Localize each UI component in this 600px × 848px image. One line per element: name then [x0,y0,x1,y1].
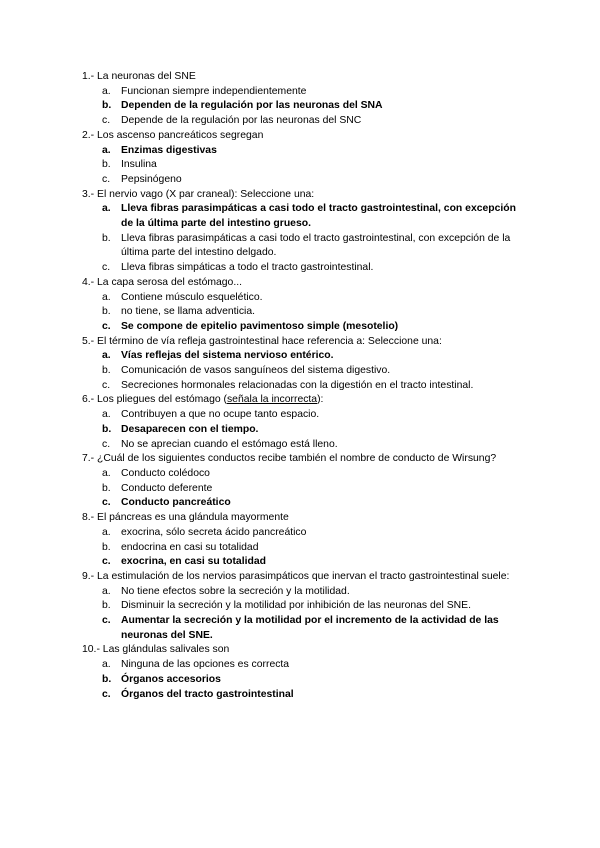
question-text: 9.- La estimulación de los nervios parasimpáticos que inervan el tracto gastrointestinal suele: [82,570,510,582]
option-text: Aumentar la secreción y la motilidad por el incremento de la actividad de las neuronas del SNE. [121,615,499,641]
option-b [88,482,518,497]
option-list [88,349,518,393]
question-text [82,393,512,408]
option-text: Lleva fibras simpáticas a todo el tracto gastrointestinal. [121,262,374,274]
option-text: Conducto deferente [121,482,213,494]
option-text: no tiene, se llama adventicia. [121,306,256,318]
option-text: No tiene efectos sobre la secreción y la motilidad. [121,585,350,597]
question-text-before: 6.- Los pliegues del estómago ( [82,394,227,406]
option-text: Enzimas digestivas [121,144,217,156]
option-letter: a. [102,659,111,671]
question-text-underlined: señala la incorrecta [226,394,318,406]
question-text: 2.- Los ascenso pancreáticos segregan [82,129,264,141]
option-list [88,85,518,129]
option-list [88,408,518,452]
option-text: Disminuir la secreción y la motilidad por inhibición de las neuronas del SNE. [121,600,471,612]
option-text: Insulina [121,159,157,171]
option-c [88,496,518,511]
option-c [88,320,518,335]
question-text: 5.- El término de vía refleja gastrointestinal hace referencia a: Seleccione una: [82,335,442,347]
option-letter: b. [102,159,111,171]
option-letter: a. [102,144,111,156]
option-letter: c. [102,379,111,391]
option-text: Contiene músculo esquelético. [121,291,263,303]
option-text: Secreciones hormonales relacionadas con la digestión en el tracto intestinal. [121,379,474,391]
question-10 [82,643,518,702]
option-letter: c. [102,262,111,274]
option-list [88,658,518,702]
option-letter: c. [102,115,111,127]
option-list [88,144,518,188]
option-c [88,379,518,394]
option-text: Vías reflejas del sistema nervioso entérico. [121,350,334,362]
question-9 [82,570,518,644]
option-letter: a. [102,526,111,538]
option-letter: b. [102,673,112,685]
question-text: 1.- La neuronas del SNE [82,71,196,82]
option-letter: b. [102,100,112,112]
option-text: Depende de la regulación por las neuronas del SNC [121,115,362,127]
option-text: Conducto pancreático [121,497,231,509]
option-c [88,555,518,570]
option-letter: a. [102,467,111,479]
option-text: exocrina, sólo secreta ácido pancreático [121,526,307,538]
option-a [88,585,518,600]
option-text: Pepsinógeno [121,173,182,185]
option-letter: c. [102,173,111,185]
option-b [88,423,518,438]
option-b [88,158,518,173]
question-text: 7.- ¿Cuál de los siguientes conductos recibe también el nombre de conducto de Wirsung? [82,453,497,465]
option-letter: c. [102,497,111,509]
option-a [88,349,518,364]
option-letter: c. [102,688,111,700]
option-letter: b. [102,541,111,553]
question-list [82,70,518,702]
option-text: Órganos accesorios [121,673,221,685]
option-text: exocrina, en casi su totalidad [121,556,266,568]
option-a [88,85,518,100]
option-letter: b. [102,232,111,244]
option-a [88,202,518,231]
option-text: Funcionan siempre independientemente [121,85,307,97]
option-text: Lleva fibras parasimpáticas a casi todo el tracto gastrointestinal, con excepción de la última parte del intestino delgado. [121,232,511,259]
option-b [88,364,518,379]
option-text: Contribuyen a que no ocupe tanto espacio. [121,409,320,421]
option-letter: b. [102,306,111,318]
option-letter: a. [102,85,111,97]
option-letter: a. [102,350,111,362]
option-b [88,599,518,614]
option-a [88,526,518,541]
option-a [88,408,518,423]
option-text: Dependen de la regulación por las neuronas del SNA [121,100,383,112]
option-letter: a. [102,409,111,421]
question-6 [82,393,518,452]
option-b [88,673,518,688]
question-7 [82,452,518,511]
option-letter: c. [102,556,111,568]
option-a [88,658,518,673]
option-letter: c. [102,615,111,627]
question-8 [82,511,518,570]
option-a [88,291,518,306]
question-text-after: ): [317,394,324,406]
option-c [88,173,518,188]
question-3 [82,188,518,276]
option-text: Lleva fibras parasimpáticas a casi todo el tracto gastrointestinal, con excepción de la última parte del intestino grueso. [121,203,516,230]
question-4 [82,276,518,335]
option-c [88,261,518,276]
question-text: 10.- Las glándulas salivales son [82,644,230,656]
question-text: 4.- La capa serosa del estómago... [82,276,242,288]
option-text: Se compone de epitelio pavimentoso simple (mesotelio) [121,320,399,332]
option-text: Comunicación de vasos sanguíneos del sistema digestivo. [121,365,391,377]
option-letter: b. [102,365,111,377]
option-list [88,526,518,570]
option-list [88,291,518,335]
question-2 [82,129,518,188]
option-text: endocrina en casi su totalidad [121,541,259,553]
option-c [88,114,518,129]
option-letter: b. [102,423,112,435]
option-letter: c. [102,438,111,450]
option-b [88,305,518,320]
question-text: 8.- El páncreas es una glándula mayormente [82,512,289,524]
option-text: Desaparecen con el tiempo. [121,423,259,435]
option-c [88,688,518,703]
option-text: Ninguna de las opciones es correcta [121,659,290,671]
option-letter: a. [102,291,111,303]
option-text: Conducto colédoco [121,467,210,479]
option-text: Órganos del tracto gastrointestinal [121,688,294,700]
option-letter: b. [102,600,111,612]
option-list [88,585,518,644]
question-text: 3.- El nervio vago (X par craneal): Seleccione una: [82,188,315,200]
option-b [88,232,518,261]
option-a [88,144,518,159]
question-5 [82,335,518,394]
option-letter: a. [102,585,111,597]
option-list [88,202,518,276]
option-letter: c. [102,320,111,332]
option-b [88,541,518,556]
option-letter: b. [102,482,111,494]
option-b [88,99,518,114]
option-c [88,438,518,453]
question-1 [82,70,518,129]
option-text: No se aprecian cuando el estómago está lleno. [121,438,338,450]
option-list [88,467,518,511]
option-a [88,467,518,482]
option-c [88,614,518,643]
option-letter: a. [102,203,111,215]
